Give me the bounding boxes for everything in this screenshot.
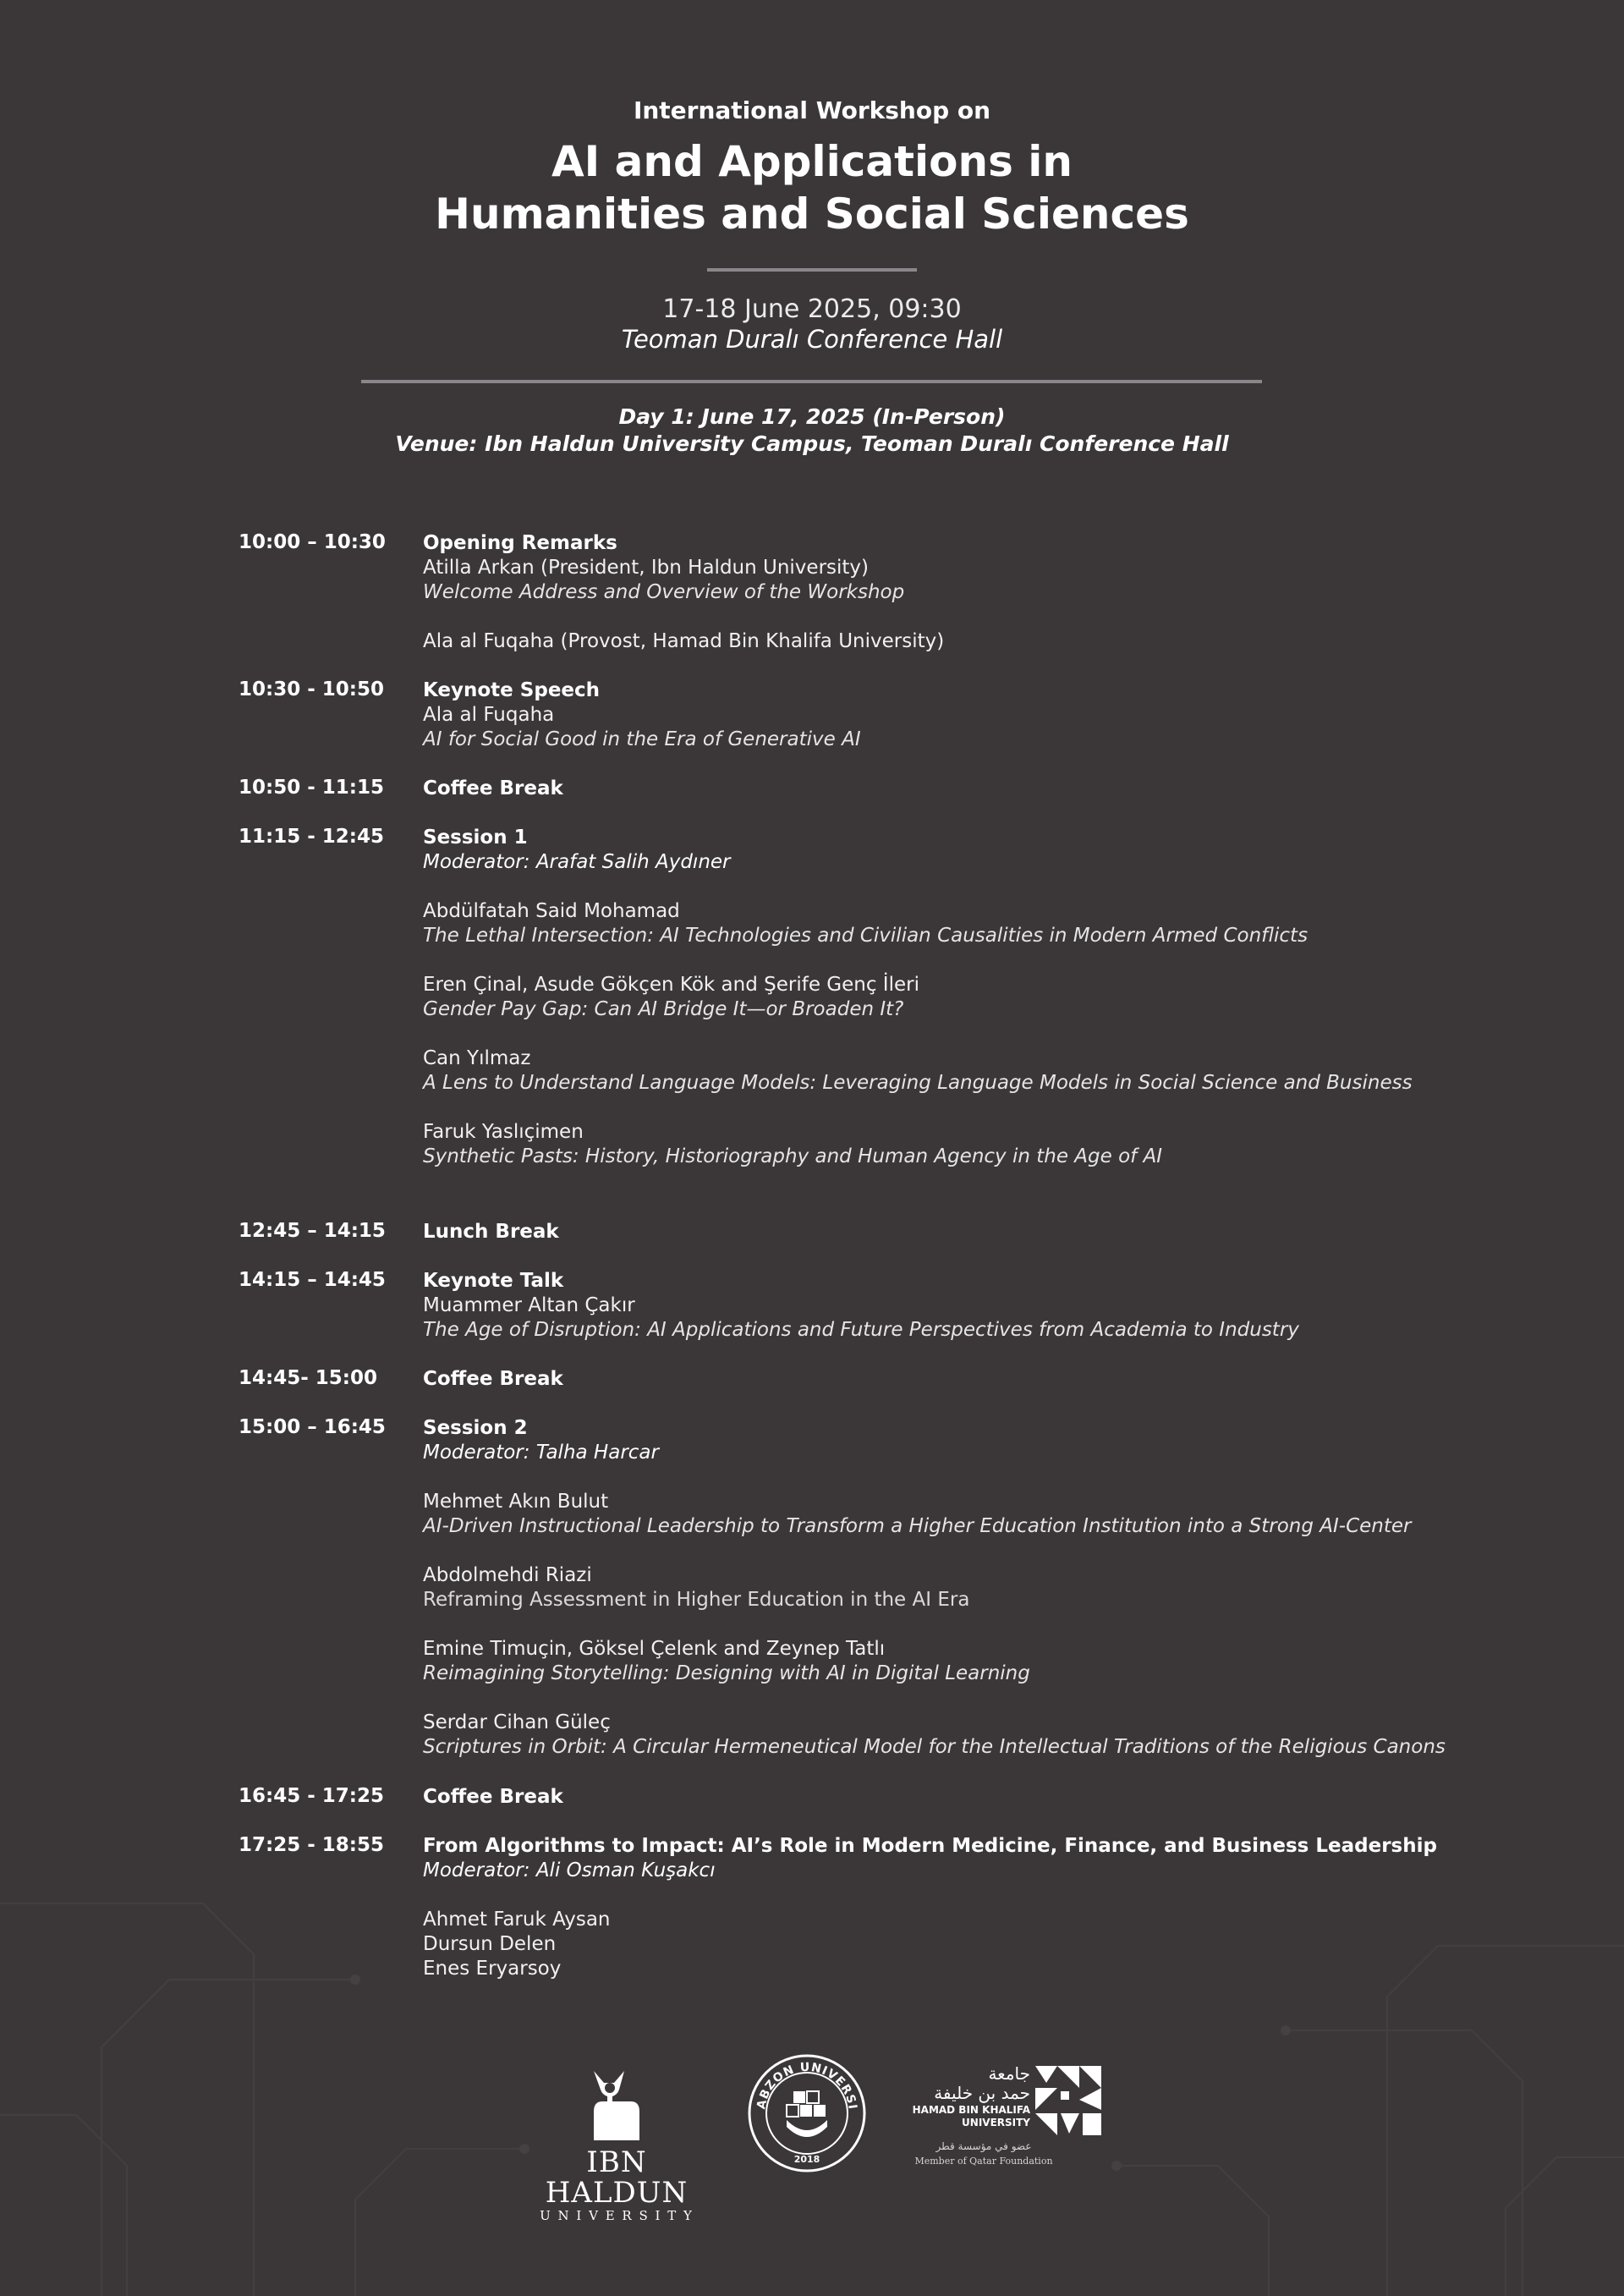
speaker: Muammer Altan Çakır	[423, 1294, 635, 1316]
title-divider	[707, 268, 917, 272]
time-slot: 14:15 – 14:45	[239, 1269, 386, 1291]
slot-content	[423, 826, 1590, 1169]
spacer	[423, 1883, 1590, 1908]
talk-title: Reimagining Storytelling: Designing with AI in Digital Learning	[423, 1662, 1030, 1684]
speaker: Emine Timuçin, Göksel Çelenk and Zeynep Tatlı	[423, 1638, 886, 1660]
speaker: Eren Çinal, Asude Gökçen Kök and Şerife Genç İleri	[423, 974, 919, 996]
slot-title: Coffee Break	[423, 777, 563, 799]
talk-title: A Lens to Understand Language Models: Leveraging Language Models in Social Science and Business	[423, 1072, 1413, 1094]
workshop-subtitle: International Workshop on	[633, 96, 991, 124]
time-slot: 16:45 - 17:25	[239, 1785, 384, 1807]
moderator: Moderator: Talha Harcar	[423, 1442, 659, 1464]
trabzon-university-logo	[746, 2052, 868, 2174]
speaker: Ahmet Faruk Aysan	[423, 1909, 611, 1931]
hbku-wordmark	[903, 2064, 1030, 2128]
spacer	[423, 1686, 1590, 1711]
event-dates: 17-18 June 2025, 09:30	[662, 294, 962, 324]
moderator: Moderator: Ali Osman Kuşakcı	[423, 1859, 716, 1881]
title-line-2: Humanities and Social Sciences	[435, 190, 1189, 239]
slot-title: Coffee Break	[423, 1786, 563, 1808]
ibn-haldun-logo	[519, 2059, 714, 2223]
spacer	[423, 948, 1590, 973]
slot-content	[423, 1785, 1590, 1810]
speaker: Ala al Fuqaha	[423, 704, 555, 726]
page-title	[0, 135, 1624, 240]
slot-title: Session 2	[423, 1417, 528, 1439]
header-divider	[361, 380, 1262, 383]
speaker: Faruk Yaslıçimen	[423, 1121, 584, 1143]
slot-title: Session 1	[423, 827, 528, 849]
spacer	[423, 1465, 1590, 1490]
speaker: Mehmet Akın Bulut	[423, 1491, 609, 1513]
time-slot: 10:30 - 10:50	[239, 678, 384, 700]
hbku-logo	[903, 2064, 1106, 2191]
spacer	[423, 1612, 1590, 1637]
speaker: Atilla Arkan (President, Ibn Haldun University)	[423, 557, 870, 579]
trabzon-university-seal-icon	[746, 2052, 868, 2174]
slot-content	[423, 1269, 1590, 1343]
slot-content	[423, 1416, 1590, 1760]
talk-title: Gender Pay Gap: Can AI Bridge It—or Broaden It?	[423, 998, 904, 1020]
moderator: Moderator: Arafat Salih Aydıner	[423, 851, 731, 873]
speaker: Serdar Cihan Güleç	[423, 1711, 611, 1733]
hbku-member-text: Member of Qatar Foundation	[914, 2156, 1053, 2167]
speaker: Abdülfatah Said Mohamad	[423, 900, 680, 922]
hbku-arabic-line-2: حمد بن خليفة	[934, 2083, 1030, 2103]
slot-content	[423, 678, 1590, 752]
event-hall: Teoman Duralı Conference Hall	[621, 325, 1003, 354]
venue-heading: Venue: Ibn Haldun University Campus, Teoman Duralı Conference Hall	[395, 431, 1229, 456]
time-slot: 14:45- 15:00	[239, 1367, 377, 1389]
time-slot: 12:45 – 14:15	[239, 1220, 386, 1242]
hbku-arabic-line-1: جامعة	[988, 2063, 1030, 2084]
ibn-haldun-wordmark: IBN HALDUN	[545, 2145, 689, 2210]
partner-logos	[0, 2047, 1624, 2223]
spacer	[423, 875, 1590, 899]
time-slot: 17:25 - 18:55	[239, 1834, 384, 1856]
slot-title: Keynote Talk	[423, 1270, 564, 1292]
hbku-english-line-2: UNIVERSITY	[962, 2117, 1030, 2128]
talk-title: AI-Driven Instructional Leadership to Transform a Higher Education Institution into a Strong AI-Center	[423, 1515, 1412, 1537]
speaker: Dursun Delen	[423, 1933, 557, 1955]
talk-title: Welcome Address and Overview of the Workshop	[423, 581, 905, 603]
ibn-haldun-university-label: U N I V E R S I T Y	[540, 2208, 694, 2223]
hbku-geometric-emblem-icon	[1035, 2066, 1103, 2135]
spacer	[423, 1096, 1590, 1120]
trabzon-year: 2018	[793, 2154, 820, 2165]
speaker: Ala al Fuqaha (Provost, Hamad Bin Khalifa University)	[423, 630, 945, 652]
slot-title: Lunch Break	[423, 1221, 559, 1243]
spacer	[423, 605, 1590, 629]
slot-content	[423, 1834, 1590, 1981]
time-slot: 10:00 – 10:30	[239, 531, 386, 553]
talk-title: Reframing Assessment in Higher Education in the AI Era	[423, 1589, 970, 1611]
slot-content	[423, 777, 1590, 801]
title-line-1: AI and Applications in	[551, 137, 1073, 186]
talk-title: Scriptures in Orbit: A Circular Hermeneutical Model for the Intellectual Traditions of the Religious Canons	[423, 1736, 1446, 1758]
slot-title: Opening Remarks	[423, 532, 617, 554]
talk-title: The Age of Disruption: AI Applications and Future Perspectives from Academia to Industry	[423, 1319, 1299, 1341]
slot-title: Coffee Break	[423, 1368, 563, 1390]
talk-title: The Lethal Intersection: AI Technologies and Civilian Causalities in Modern Armed Conflicts	[423, 925, 1309, 947]
ibn-haldun-emblem-icon	[519, 2059, 714, 2144]
time-slot: 15:00 – 16:45	[239, 1416, 386, 1438]
trabzon-ring-text: ABZON UNIVERSI	[754, 2060, 859, 2111]
speaker: Can Yılmaz	[423, 1047, 531, 1069]
slot-title: From Algorithms to Impact: AI’s Role in Modern Medicine, Finance, and Business Leadership	[423, 1835, 1437, 1857]
time-slot: 11:15 - 12:45	[239, 826, 384, 848]
speaker: Abdolmehdi Riazi	[423, 1564, 592, 1586]
speaker: Enes Eryarsoy	[423, 1958, 562, 1980]
hbku-english-line-1: HAMAD BIN KHALIFA	[912, 2104, 1030, 2116]
slot-content	[423, 531, 1590, 654]
spacer	[423, 1022, 1590, 1046]
slot-title: Keynote Speech	[423, 679, 601, 701]
talk-title: AI for Social Good in the Era of Generative AI	[423, 728, 861, 750]
slot-content	[423, 1220, 1590, 1244]
talk-title: Synthetic Pasts: History, Historiography and Human Agency in the Age of AI	[423, 1145, 1163, 1167]
slot-content	[423, 1367, 1590, 1392]
hbku-arabic-member: عضو في مؤسسة قطر	[935, 2140, 1032, 2152]
time-slot: 10:50 - 11:15	[239, 777, 384, 799]
spacer	[423, 1539, 1590, 1563]
day-heading: Day 1: June 17, 2025 (In-Person)	[618, 404, 1006, 429]
